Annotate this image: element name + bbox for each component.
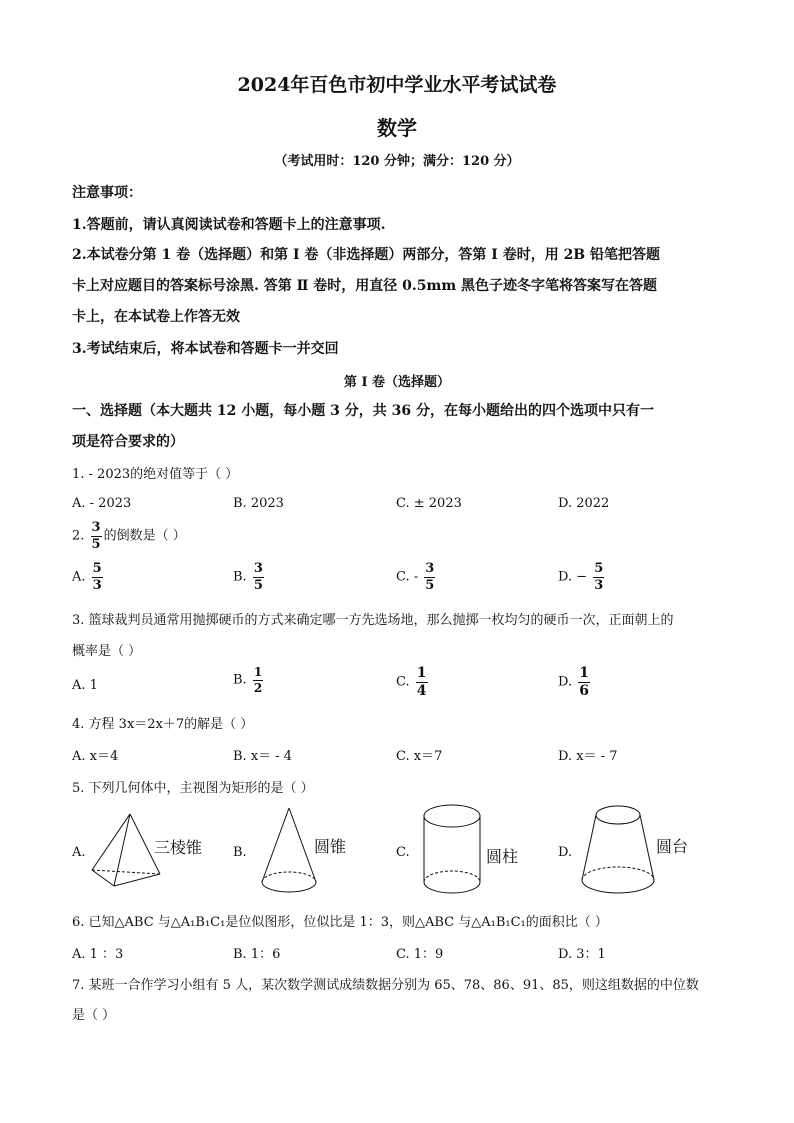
fraction-denominator: 3: [594, 577, 604, 593]
volume-title: 第 Ⅰ 卷（选择题）: [343, 375, 451, 390]
frustum-top: [596, 806, 640, 824]
note-item-3: 3.考试结束后，将本试卷和答题卡一并交回: [72, 341, 339, 357]
question-4-option-c: C. x＝7: [396, 749, 443, 764]
question-5-stem: 5. 下列几何体中，主视图为矩形的是（ ）: [72, 781, 314, 796]
question-1-stem: 1. - 2023的绝对值等于（ ）: [72, 467, 239, 482]
question-7-stem-line-2: 是（ ）: [72, 1008, 116, 1023]
question-2-option-a: [72, 562, 105, 592]
cylinder-base-front: [424, 882, 480, 893]
option-fraction: [253, 666, 263, 694]
frustum-base-back: [582, 867, 654, 880]
question-5-option-c: C.: [396, 845, 410, 860]
option-label: A.: [72, 569, 86, 585]
cone-figure: [258, 806, 320, 898]
question-4-option-b: B. x＝ - 4: [233, 749, 293, 764]
question-1-option-d: D. 2022: [558, 496, 610, 511]
question-4-option-d: D. x＝ - 7: [558, 749, 618, 764]
question-3-stem-line-2: 概率是（ ）: [72, 644, 142, 659]
note-item-2-line-3: 卡上，在本试卷上作答无效: [72, 309, 240, 325]
fraction-denominator: 5: [91, 536, 101, 552]
option-fraction: [92, 562, 103, 592]
fraction-denominator: 5: [425, 577, 435, 593]
option-fraction: [253, 562, 264, 592]
cone-base-front: [262, 882, 316, 892]
note-item-2-line-1: 2.本试卷分第 1 卷（选择题）和第 Ⅰ 卷（非选择题）两部分，答第 Ⅰ 卷时，用 2B 铅笔把答题: [72, 247, 661, 263]
pyramid-base-edge: [92, 870, 114, 886]
option-fraction: [578, 666, 590, 698]
question-1-option-b: B. 2023: [233, 496, 284, 511]
fraction-numerator: 3: [425, 561, 435, 576]
note-item-2-line-2: 卡上对应题目的答案标号涂黑. 答第 Ⅱ 卷时，用直径 0.5mm 黑色子迹冬字笔将答案写在答题: [72, 278, 658, 294]
question-4-stem: 4. 方程 3x＝2x＋7的解是（ ）: [72, 717, 254, 732]
cylinder-label: 圆柱: [486, 847, 519, 866]
question-3-option-b: [233, 666, 265, 694]
fraction-denominator: 4: [416, 682, 427, 699]
fraction-denominator: 5: [253, 577, 263, 593]
pyramid-base-edge: [114, 874, 160, 886]
question-6-option-a: A. 1 ：3: [72, 947, 124, 962]
question-2-stem-tail: 的倒数是（ ）: [103, 528, 186, 544]
question-2-option-b: [233, 562, 266, 592]
question-1-option-c: C. ± 2023: [396, 496, 462, 511]
cone-edge: [289, 808, 316, 882]
question-6-option-d: D. 3：1: [558, 947, 606, 962]
question-2-number: 2.: [72, 528, 85, 544]
cone-base-back: [262, 872, 316, 882]
question-2-option-c: [396, 562, 437, 592]
option-fraction: [424, 562, 435, 592]
fraction-numerator: 1: [253, 665, 263, 679]
exam-info: （考试用时：120 分钟；满分：120 分）: [274, 154, 520, 169]
question-5-option-d: D.: [558, 845, 573, 860]
option-label: B.: [233, 672, 247, 688]
option-fraction: [416, 666, 428, 698]
pyramid-edge: [114, 814, 130, 886]
cylinder-base-back: [424, 871, 480, 882]
question-3-stem-line-1: 3. 篮球裁判员通常用抛掷硬币的方式来确定哪一方先选场地，那么抛掷一枚均匀的硬币一次，正面朝上的: [72, 613, 674, 628]
option-label: D. −: [558, 569, 588, 585]
question-3-option-a: A. 1: [72, 678, 98, 693]
option-label: D.: [558, 674, 573, 690]
frustum-figure: [578, 802, 660, 900]
fraction-numerator: 5: [92, 561, 102, 576]
question-5-option-b: B.: [233, 845, 247, 860]
fraction-numerator: 3: [253, 561, 263, 576]
note-item-1: 1.答题前，请认真阅读试卷和答题卡上的注意事项.: [72, 217, 386, 233]
fraction-denominator: 3: [92, 577, 102, 593]
exam-title: 2024年百色市初中学业水平考试试卷: [237, 74, 557, 96]
option-fraction: [593, 562, 604, 592]
frustum-side: [640, 815, 654, 880]
part-heading-line-1: 一、选择题（本大题共 12 小题，每小题 3 分，共 36 分，在每小题给出的四个选项中只有一: [72, 403, 654, 419]
frustum-label: 圆台: [656, 837, 689, 856]
cone-edge: [262, 808, 289, 882]
pyramid-label: 三棱锥: [154, 838, 203, 857]
fraction-numerator: 3: [91, 520, 101, 535]
question-6-option-c: C. 1：9: [396, 947, 444, 962]
question-6-option-b: B. 1：6: [233, 947, 281, 962]
question-2-fraction: [91, 521, 102, 551]
question-4-option-a: A. x＝4: [72, 749, 119, 764]
question-5-option-a: A.: [72, 845, 86, 860]
question-2-option-d: [558, 562, 606, 592]
part-heading-line-2: 项是符合要求的）: [72, 434, 184, 450]
fraction-denominator: 2: [253, 680, 263, 695]
option-label: B.: [233, 569, 247, 585]
notes-heading: 注意事项：: [72, 185, 142, 201]
cylinder-figure: [420, 802, 486, 900]
question-6-stem: 6. 已知△ABC 与△A₁B₁C₁是位似图形，位似比是 1：3，则△ABC 与△A₁B₁C₁的面积比（ ）: [72, 915, 608, 930]
fraction-numerator: 5: [594, 561, 604, 576]
fraction-denominator: 6: [579, 682, 589, 699]
option-label: C.: [396, 674, 410, 690]
question-3-option-c: [396, 666, 430, 698]
question-7-stem-line-1: 7. 某班一合作学习小组有 5 人，某次数学测试成绩数据分别为 65、78、86、91、85，则这组数据的中位数: [72, 978, 699, 993]
cylinder-top: [424, 805, 480, 827]
option-label: C. -: [396, 569, 419, 585]
fraction-numerator: 1: [416, 665, 427, 681]
frustum-base-front: [582, 880, 654, 893]
cone-label: 圆锥: [314, 837, 347, 856]
subject-title: 数学: [377, 116, 417, 140]
question-2-stem: [72, 521, 186, 551]
question-3-option-d: [558, 666, 592, 698]
pyramid-edge: [92, 814, 130, 870]
pyramid-hidden-edge: [92, 870, 160, 874]
fraction-numerator: 1: [579, 665, 589, 681]
question-1-option-a: A. - 2023: [72, 496, 132, 511]
